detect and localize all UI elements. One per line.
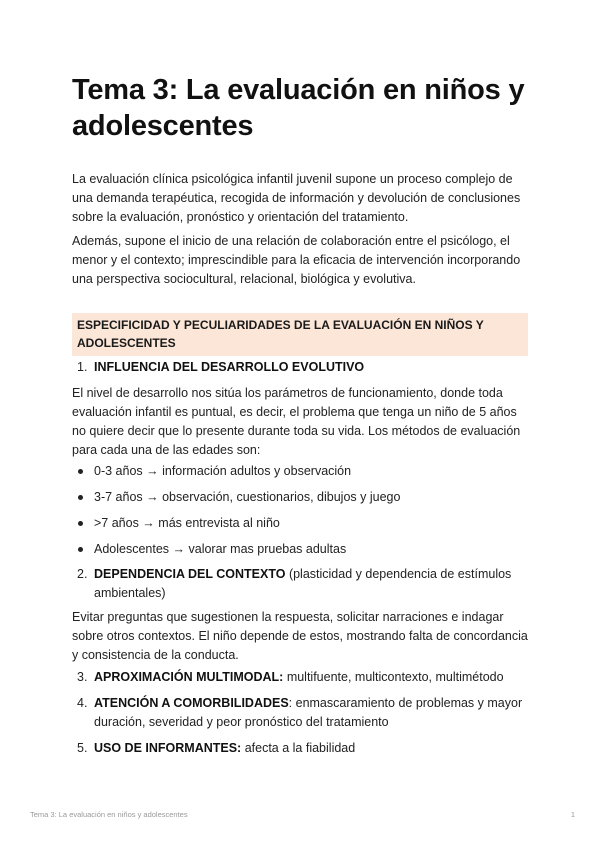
bullet-text: 0-3 años → información adultos y observación [94, 464, 352, 478]
list-item-number: 4. [77, 696, 88, 710]
bullet-item [72, 462, 528, 481]
page-footer [30, 810, 575, 819]
bullet-item [72, 540, 528, 559]
list-item-number: 1. [77, 360, 88, 374]
list-item-label: USO DE INFORMANTES: [94, 741, 242, 755]
bullet-icon [78, 495, 83, 500]
list-item-number: 2. [77, 567, 88, 581]
item-2-paragraph: Evitar preguntas que sugestionen la respuesta, solicitar narraciones e indagar sobre otros contextos. El niño depende de estos, mostrando falta de concordancia y consistencia de la conducta. [72, 610, 528, 662]
list-item-number: 3. [77, 670, 88, 684]
page-number: 1 [570, 810, 575, 819]
bullet-item [72, 488, 528, 507]
bullet-text: >7 años → más entrevista al niño [94, 516, 280, 530]
list-item-label: ATENCIÓN A COMORBILIDADES [94, 696, 289, 710]
bullet-icon [78, 469, 83, 474]
bullet-text: 3-7 años → observación, cuestionarios, dibujos y juego [94, 490, 401, 504]
bullet-icon [78, 521, 83, 526]
list-item-5 [72, 739, 528, 758]
list-item-number: 5. [77, 741, 88, 755]
list-item-3 [72, 668, 528, 687]
footer-title: Tema 3: La evaluación en niños y adolescentes [30, 810, 188, 819]
list-item-text: multifuente, multicontexto, multimétodo [283, 670, 504, 684]
intro-paragraph-2: Además, supone el inicio de una relación de colaboración entre el psicólogo, el menor y el contexto; imprescindible para la eficacia de intervención incorporando una perspectiva sociocultural, relacional, biológica y evolutiva. [72, 234, 521, 286]
list-item-1 [72, 358, 528, 377]
item-1-paragraph: El nivel de desarrollo nos sitúa los parámetros de funcionamiento, donde toda evaluación infantil es puntual, es decir, el problema que tenga un niño de 5 años no quiere decir que lo presente durante toda su vida. Los métodos de evaluación para cada una de las edades son: [72, 386, 521, 457]
list-item-4 [72, 694, 528, 732]
intro-paragraph-1: La evaluación clínica psicológica infantil juvenil supone un proceso complejo de una demanda terapéutica, recogida de información y devolución de conclusiones sobre la evaluación, pronóstico y orientación del tratamiento. [72, 172, 521, 224]
list-item-2 [72, 565, 528, 603]
list-item-text: afecta a la fiabilidad [241, 741, 356, 755]
list-item-label: APROXIMACIÓN MULTIMODAL: [94, 670, 284, 684]
list-item-label: INFLUENCIA DEL DESARROLLO EVOLUTIVO [94, 360, 365, 374]
bullet-item [72, 514, 528, 533]
list-item-text: (plasticidad y dependencia de estímulos ambientales) [94, 567, 512, 600]
list-item-text: : enmascaramiento de problemas y mayor duración, severidad y peor pronóstico del tratamiento [94, 696, 523, 729]
bullet-text: Adolescentes → valorar mas pruebas adultas [94, 542, 347, 556]
section-heading: ESPECIFICIDAD Y PECULIARIDADES DE LA EVALUACIÓN EN NIÑOS Y ADOLESCENTES [72, 313, 528, 356]
list-item-label: DEPENDENCIA DEL CONTEXTO [94, 567, 286, 581]
bullet-icon [78, 547, 83, 552]
page-title: Tema 3: La evaluación en niños y adolescentes [72, 74, 525, 142]
